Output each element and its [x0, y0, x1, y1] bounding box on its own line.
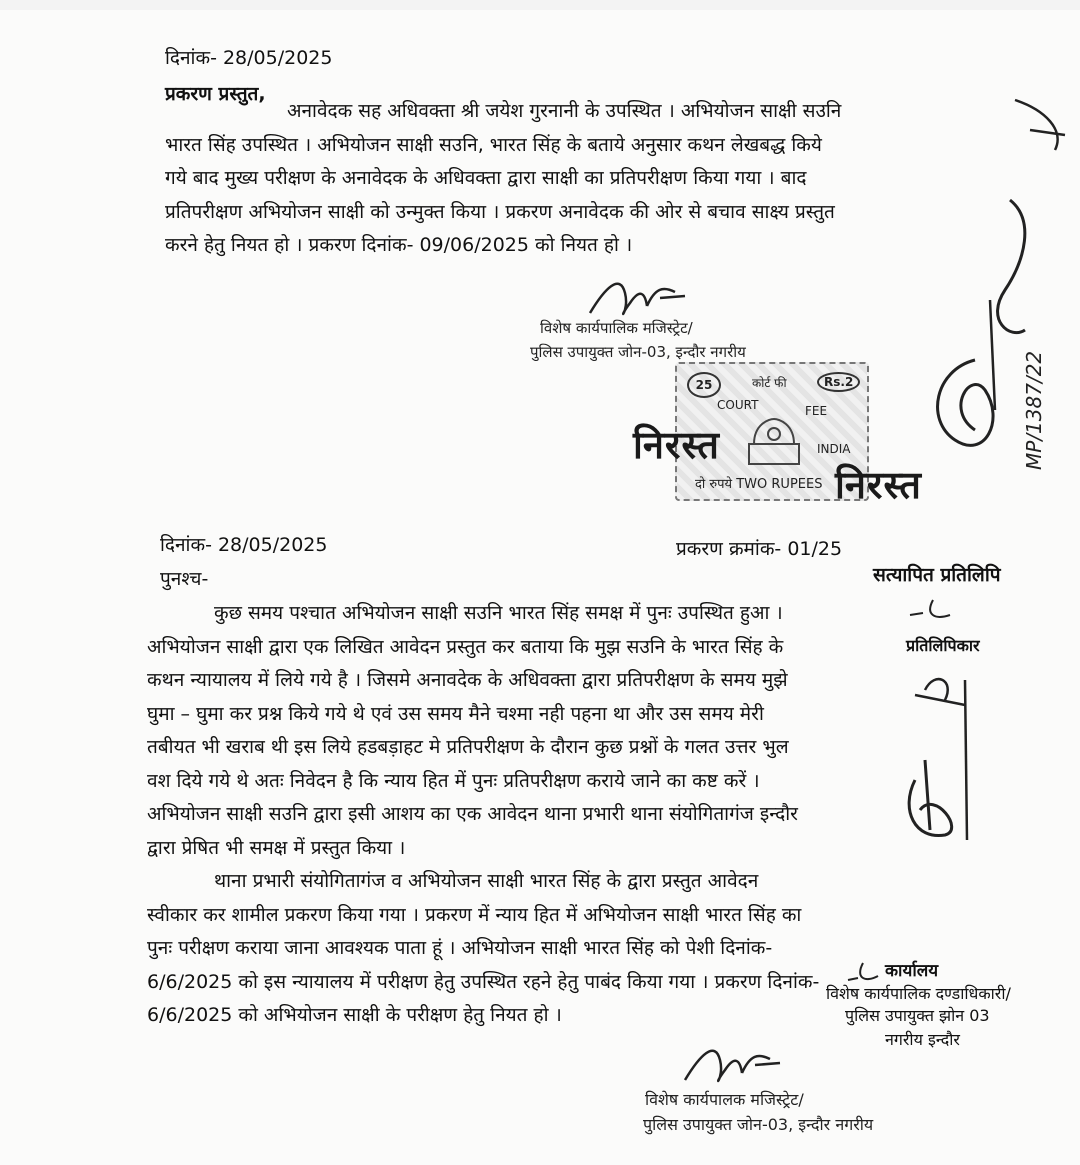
order1-line: करने हेतु नियत हो । प्रकरण दिनांक- 09/06/2025 को नियत हो ।	[165, 234, 633, 256]
order1-line: अनावेदक सह अधिवक्ता श्री जयेश गुरनानी के उपस्थित । अभियोजन साक्षी सउनि	[287, 100, 842, 122]
order1-seal-line2: पुलिस उपायुक्त जोन-03, इन्दौर नगरीय	[530, 343, 746, 361]
order2-case-number: प्रकरण क्रमांक- 01/25	[676, 538, 843, 560]
order1-line: गये बाद मुख्य परीक्षण के अनावेदक के अधिवक्ता द्वारा साक्षी का प्रतिपरीक्षण किया गया । बाद	[165, 167, 807, 189]
order1-heading: प्रकरण प्रस्तुत,	[165, 83, 266, 105]
office-seal-line4: नगरीय इन्दौर	[885, 1030, 960, 1049]
order2-line: वश दिये गये थे अतः निवेदन है कि न्याय हित में पुनः प्रतिपरीक्षण कराये जाने का कष्ट करें ।	[147, 769, 760, 792]
stamp-value-left: 25	[687, 372, 721, 398]
stamp-value-right: Rs.2	[817, 372, 860, 392]
order1-line: प्रतिपरीक्षण अभियोजन साक्षी को उन्मुक्त किया । प्रकरण अनावेदक की ओर से बचाव साक्ष्य प्रस्तुत	[165, 200, 835, 223]
order2-line: कथन न्यायालय में लिये गये है । जिसमे अनावदेक के अधिवक्ता द्वारा प्रतिपरीक्षण के समय मुझे	[147, 669, 788, 691]
magistrate-signature-2	[680, 1035, 790, 1095]
stamp-india: INDIA	[817, 442, 851, 456]
office-seal-line1: कार्यालय	[885, 961, 939, 981]
stamp-court: COURT	[717, 398, 759, 412]
stamp-rupees: दो रुपये TWO RUPEES	[695, 477, 823, 492]
presiding-signature	[895, 660, 985, 850]
order2-heading: पुनश्च-	[160, 568, 209, 590]
order1-line: भारत सिंह उपस्थित । अभियोजन साक्षी सउनि, भारत सिंह के बताये अनुसार कथन लेखबद्ध किये	[165, 133, 822, 156]
order2-line: तबीयत भी खराब थी इस लिये हडबड़ाहट मे प्रतिपरीक्षण के दौरान कुछ प्रश्नों के गलत उत्तर भुल	[147, 736, 789, 758]
advocate-signature	[915, 90, 1080, 490]
order1-body	[165, 95, 841, 263]
order2-body	[147, 597, 819, 1033]
copyist-label: प्रतिलिपिकार	[906, 636, 980, 655]
order1-date: दिनांक- 28/05/2025	[165, 47, 333, 69]
emblem-icon	[739, 414, 809, 469]
office-seal-line3: पुलिस उपायुक्त झोन 03	[845, 1006, 990, 1025]
order2-line: थाना प्रभारी संयोगितागंज व अभियोजन साक्षी भारत सिंह के द्वारा प्रस्तुत आवेदन	[214, 870, 759, 892]
order2-line: अभियोजन साक्षी सउनि द्वारा इसी आशय का एक आवेदन थाना प्रभारी थाना संयोगितागंज इन्दौर	[147, 803, 798, 825]
order2-line: द्वारा प्रेषित भी समक्ष में प्रस्तुत किया ।	[147, 836, 406, 859]
advocate-enrolment-number: MP/1387/22	[1022, 350, 1046, 470]
order2-line: स्वीकार कर शामील प्रकरण किया गया । प्रकरण में न्याय हित में अभियोजन साक्षी भारत सिंह का	[147, 903, 802, 926]
copyist-initials	[905, 595, 965, 625]
stamp-hindi-label: कोर्ट फी	[752, 376, 787, 390]
order2-line: अभियोजन साक्षी द्वारा एक लिखित आवेदन प्रस्तुत कर बताया कि मुझ सउनि के भारत सिंह के	[147, 635, 784, 658]
order2-line: पुनः परीक्षण कराया जाना आवश्यक पाता हूं । अभियोजन साक्षी भारत सिंह को पेशी दिनांक-	[147, 937, 773, 959]
certified-copy-title: सत्यापित प्रतिलिपि	[873, 564, 1001, 586]
stamp-fee: FEE	[805, 404, 828, 418]
cancel-mark-left: निरस्त	[633, 423, 720, 467]
order2-seal-line2: पुलिस उपायुक्त जोन-03, इन्दौर नगरीय	[643, 1115, 874, 1134]
order2-date: दिनांक- 28/05/2025	[160, 534, 328, 556]
order2-seal-line1: विशेष कार्यपालक मजिस्ट्रेट/	[645, 1090, 804, 1109]
office-seal-line2: विशेष कार्यपालिक दण्डाधिकारी/	[826, 984, 1011, 1003]
order2-line: 6/6/2025 को अभियोजन साक्षी के परीक्षण हेतु नियत हो ।	[147, 1004, 562, 1026]
order1-seal-line1: विशेष कार्यपालिक मजिस्ट्रेट/	[540, 319, 693, 337]
cancel-mark-right: निरस्त	[835, 463, 922, 507]
order2-line: घुमा – घुमा कर प्रश्न किये गये थे एवं उस समय मैने चश्मा नही पहना था और उस समय मेरी	[147, 702, 764, 725]
order2-line: कुछ समय पश्चात अभियोजन साक्षी सउनि भारत सिंह समक्ष में पुनः उपस्थित हुआ ।	[214, 602, 783, 624]
scan-top-edge	[0, 0, 1080, 10]
order2-line: 6/6/2025 को इस न्यायालय में परीक्षण हेतु उपस्थित रहने हेतु पाबंद किया गया । प्रकरण दिनांक-	[147, 970, 820, 993]
